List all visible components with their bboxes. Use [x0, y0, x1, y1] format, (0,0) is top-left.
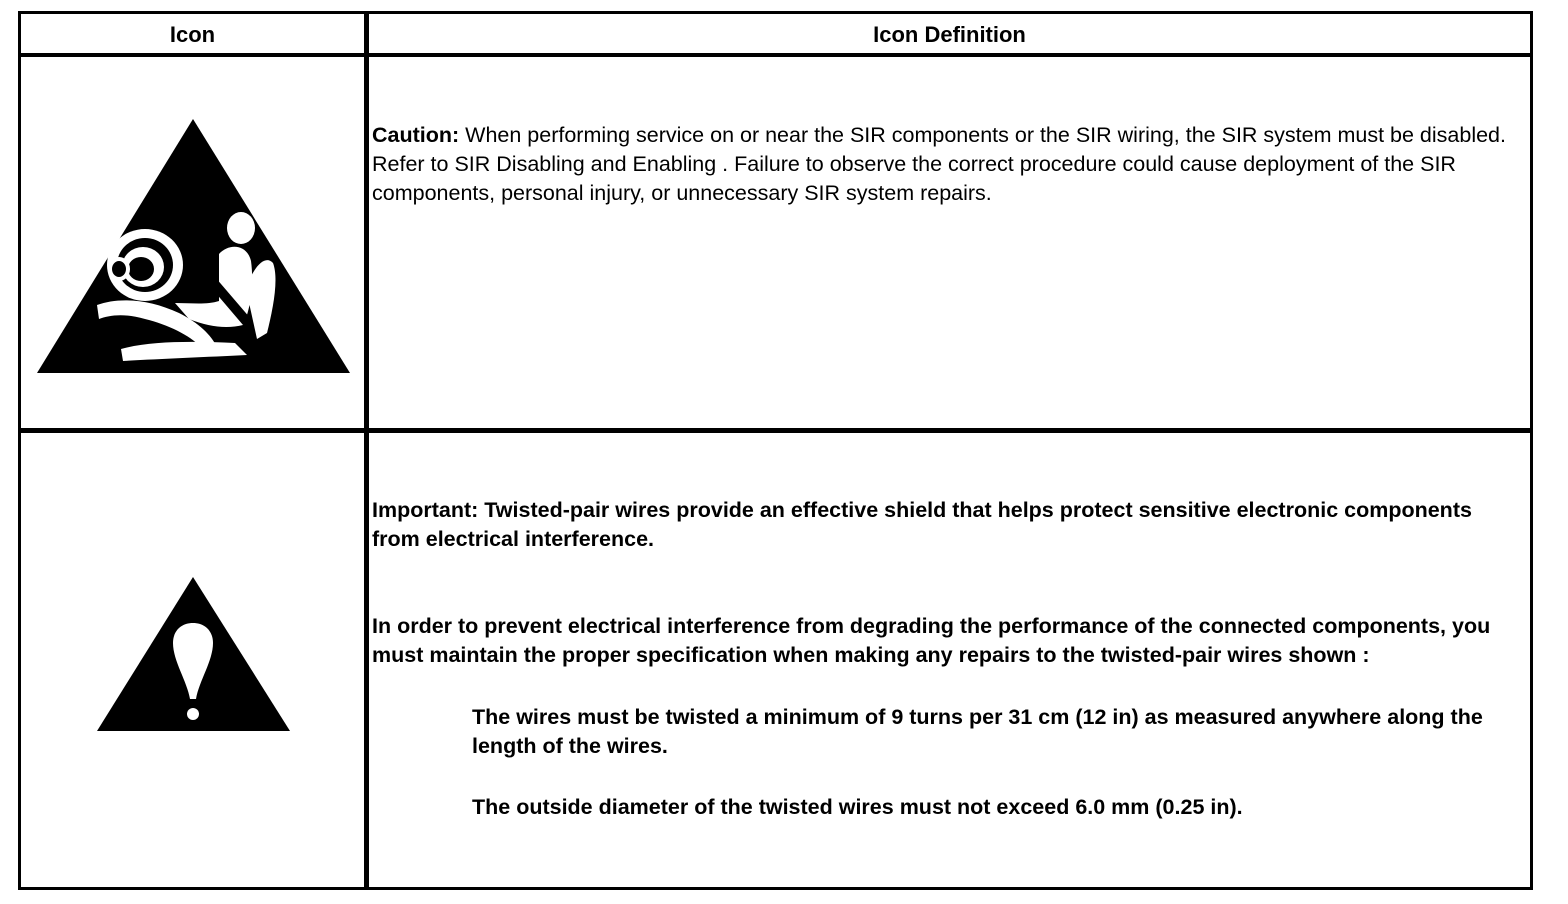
header-icon: Icon [169, 22, 216, 47]
caution-definition [372, 121, 1522, 208]
interference-paragraph: In order to prevent electrical interference from degrading the performance of the connected components, you must maintain the proper specification when making any repairs to the twisted-pair wires shown : [372, 614, 1491, 667]
column-divider [364, 14, 369, 887]
important-label: Important: [372, 498, 479, 522]
airbag-caution-icon [21, 57, 364, 428]
caution-label: Caution: [372, 123, 460, 147]
spec-twist-turns: The wires must be twisted a minimum of 9 turns per 31 cm (12 in) as measured anywhere along the length of the wires. [472, 705, 1483, 758]
caution-paragraph [372, 121, 1522, 208]
icon-cell-caution [21, 57, 364, 428]
spec-outside-diameter: The outside diameter of the twisted wires must not exceed 6.0 mm (0.25 in). [472, 795, 1243, 819]
icon-definition-table [18, 11, 1533, 890]
important-definition [372, 496, 1522, 822]
important-paragraph [372, 496, 1522, 554]
caution-text: When performing service on or near the SIR components or the SIR wiring, the SIR system must be disabled. Refer to SIR Disabling and Enabling . Failure to observe the correct procedure could cause deployment of the SIR components, personal injury, or unnecessary SIR system repairs. [372, 123, 1506, 205]
icon-cell-important [21, 433, 364, 887]
header-icon-definition: Icon Definition [873, 22, 1026, 47]
important-text: Twisted-pair wires provide an effective shield that helps protect sensitive electronic components from electrical interference. [372, 498, 1472, 551]
exclamation-warning-icon [21, 433, 364, 887]
